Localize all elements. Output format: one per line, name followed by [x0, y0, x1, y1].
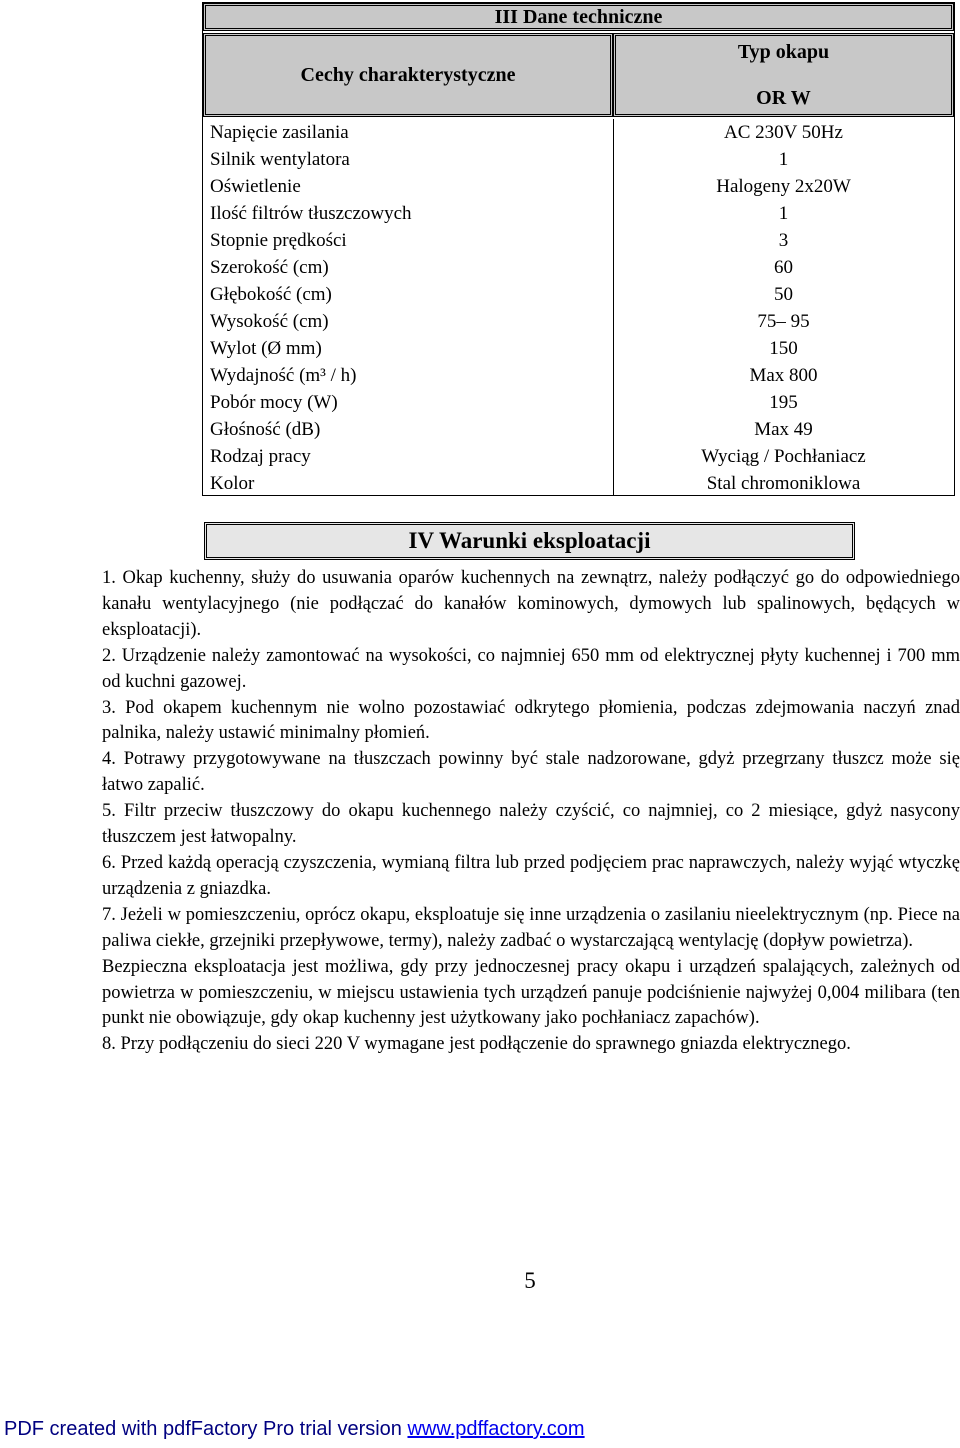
- page-number: 5: [524, 1268, 536, 1293]
- spec-name: Wylot (Ø mm): [210, 338, 322, 359]
- paragraph: 1. Okap kuchenny, służy do usuwania oparów kuchennych na zewnątrz, należy podłączyć go do odpowiedniego kanału wentylacyjnego (nie podłączać do kanałów kominowych, dymowych lub spalinowych, będących w eksploatacji).: [102, 568, 960, 640]
- hood-type-header: [613, 33, 954, 117]
- spec-name: Kolor: [210, 473, 255, 494]
- spec-value: Wyciąg / Pochłaniacz: [701, 446, 866, 467]
- table-row: [203, 335, 954, 362]
- table-row: [203, 389, 954, 416]
- spec-value: 50: [774, 284, 793, 305]
- pdf-footer: [4, 1418, 585, 1441]
- spec-value: Halogeny 2x20W: [716, 176, 851, 197]
- paragraph: Bezpieczna eksploatacja jest możliwa, gdy przy jednoczesnej pracy okapu i urządzeń spalających, zależnych od powietrza w pomieszczeniu, w miejscu ustawienia tych urządzeń panuje podciśnienie najwyżej 0,004 milibara (ten punkt nie obowiązuje, gdy okap kuchenny jest użytkowany jako pochłaniacz zapachów).: [102, 956, 960, 1029]
- table-row: [203, 173, 954, 200]
- paragraph: 5. Filtr przeciw tłuszczowy do okapu kuchennego należy czyścić, co najmniej, co 2 miesiące, gdyż nasycony tłuszczem jest łatwopalny.: [102, 801, 960, 848]
- spec-value: 150: [769, 338, 798, 359]
- technical-data-table: [202, 2, 955, 496]
- spec-value: 3: [778, 230, 789, 251]
- spec-name: Wysokość (cm): [210, 311, 329, 332]
- table-row: [203, 200, 954, 227]
- footer-text: PDF created with pdfFactory Pro trial version: [4, 1418, 408, 1440]
- spec-value: AC 230V 50Hz: [724, 122, 843, 143]
- section-title-operating-conditions: IV Warunki eksploatacji: [204, 522, 855, 560]
- table-row: [203, 281, 954, 308]
- characteristics-header: Cechy charakterystyczne: [203, 33, 613, 117]
- spec-name: Wydajność (m³ / h): [210, 365, 357, 386]
- footer-link[interactable]: www.pdffactory.com: [407, 1418, 585, 1440]
- spec-name: Głośność (dB): [210, 419, 321, 440]
- table-row: [203, 119, 954, 146]
- spec-value: 195: [769, 392, 798, 413]
- section-title-technical-data: III Dane techniczne: [203, 3, 954, 31]
- spec-value: Max 49: [754, 419, 813, 440]
- spec-value: Stal chromoniklowa: [706, 473, 861, 494]
- spec-name: Oświetlenie: [210, 176, 301, 197]
- table-header: [203, 3, 954, 117]
- spec-value: Max 800: [749, 365, 818, 386]
- hood-type-label: Typ okapu: [737, 41, 830, 63]
- operating-conditions-text: [102, 566, 960, 1058]
- table-row: [203, 470, 954, 497]
- table-row: [203, 416, 954, 443]
- paragraph: 6. Przed każdą operacją czyszczenia, wymianą filtra lub przed podjęciem prac naprawczych, należy wyjąć wtyczkę urządzenia z gniazdka.: [102, 852, 960, 899]
- paragraph: 4. Potrawy przygotowywane na tłuszczach powinny być stale nadzorowane, gdyż przegrzany tłuszcz może się łatwo zapalić.: [102, 749, 960, 796]
- paragraph: 8. Przy podłączeniu do sieci 220 V wymagane jest podłączenie do sprawnego gniazda elektrycznego.: [102, 1034, 851, 1055]
- spec-name: Szerokość (cm): [210, 257, 329, 278]
- spec-value: 75– 95: [757, 311, 810, 332]
- table-row: [203, 254, 954, 281]
- paragraph: 3. Pod okapem kuchennym nie wolno pozostawiać odkrytego płomienia, podczas zdejmowania naczyń znad palnika, należy ustawić minimalny płomień.: [102, 697, 960, 744]
- table-row: [203, 362, 954, 389]
- table-row: [203, 308, 954, 335]
- spec-value: 1: [778, 203, 789, 224]
- spec-name: Rodzaj pracy: [210, 446, 311, 467]
- spec-name: Ilość filtrów tłuszczowych: [210, 203, 412, 224]
- table-row: [203, 443, 954, 470]
- spec-name: Głębokość (cm): [210, 284, 332, 305]
- spec-name: Stopnie prędkości: [210, 230, 347, 251]
- paragraph: 7. Jeżeli w pomieszczeniu, oprócz okapu, eksploatuje się inne urządzenia o zasilaniu nieelektrycznym (np. Piece na paliwa ciekłe, grzejniki przepływowe, termy), należy zadbać o wystarczającą wentylację (dopływ powietrza).: [102, 904, 960, 951]
- spec-name: Pobór mocy (W): [210, 392, 338, 413]
- spec-name: Silnik wentylatora: [210, 149, 350, 170]
- table-row: [203, 227, 954, 254]
- spec-rows: [203, 119, 954, 497]
- spec-value: 1: [778, 149, 789, 170]
- paragraph: 2. Urządzenie należy zamontować na wysokości, co najmniej 650 mm od elektrycznej płyty kuchennej i 700 mm od kuchni gazowej.: [102, 645, 960, 692]
- table-row: [203, 146, 954, 173]
- spec-value: 60: [774, 257, 793, 278]
- spec-name: Napięcie zasilania: [210, 122, 349, 143]
- hood-model-label: OR W: [756, 87, 811, 109]
